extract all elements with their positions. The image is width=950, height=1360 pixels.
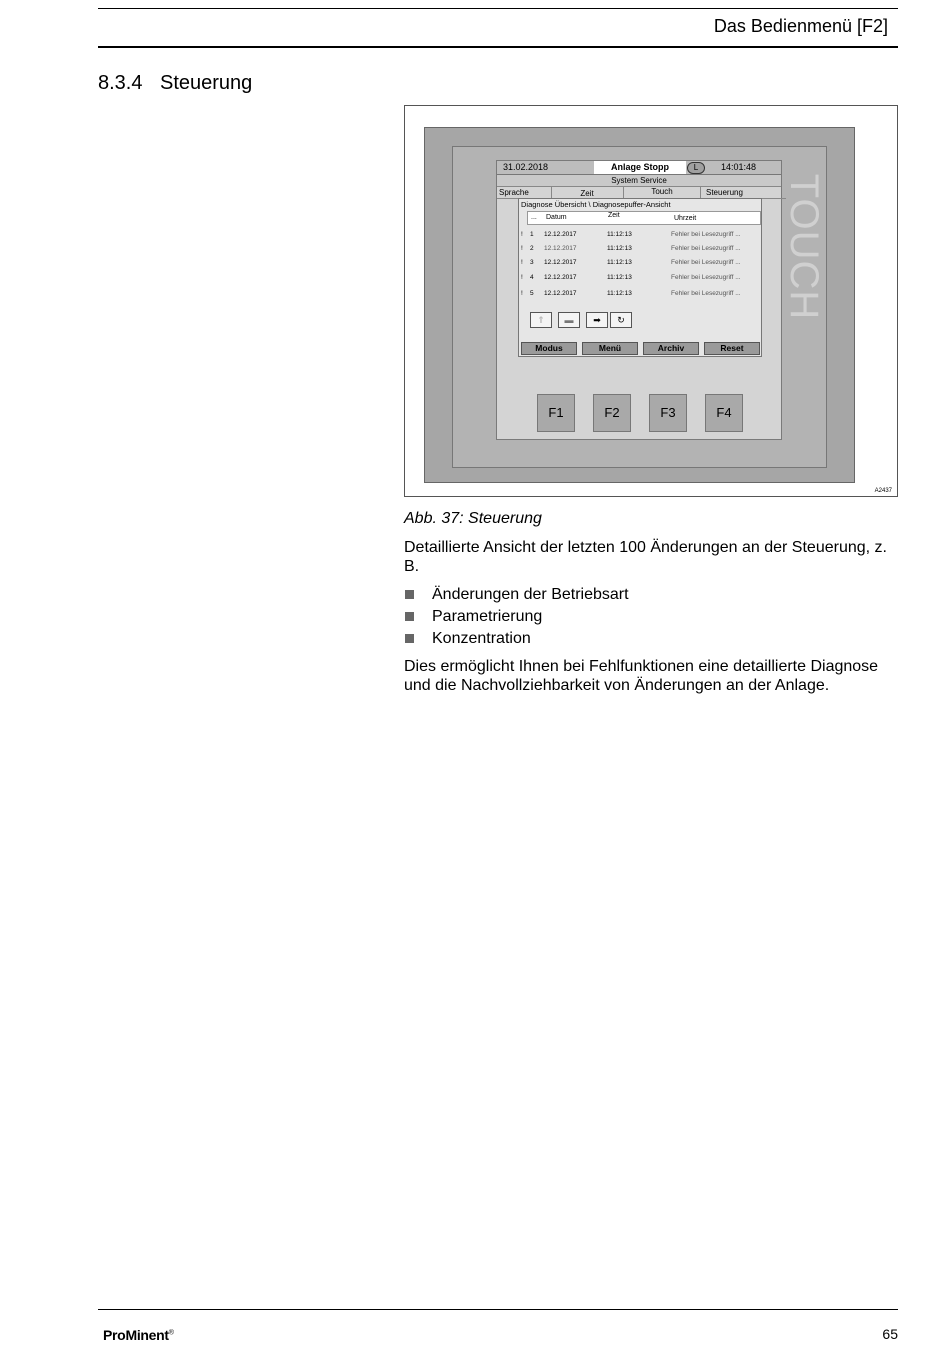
section-heading xyxy=(98,72,252,95)
status-state: Anlage Stopp xyxy=(594,161,686,174)
f1-key[interactable]: F1 xyxy=(537,394,575,432)
row-time: 11:12:13 xyxy=(607,290,632,297)
table-row[interactable] xyxy=(519,231,761,243)
table-row[interactable] xyxy=(519,245,761,257)
dialog-title: Diagnose Übersicht \ Diagnosepuffer-Ansicht xyxy=(521,200,671,209)
row-date: 12.12.2017 xyxy=(544,259,577,266)
device-housing xyxy=(424,127,855,483)
row-mark: ! xyxy=(521,290,523,297)
list-item: Änderungen der Betriebsart xyxy=(404,584,629,606)
section-title: Steuerung xyxy=(160,72,253,94)
prominent-logo: ProMinent® xyxy=(103,1327,174,1343)
col-header-zeit: Zeit xyxy=(608,212,620,219)
row-date: 12.12.2017 xyxy=(544,245,577,252)
row-number: 1 xyxy=(530,231,534,238)
status-indicator: L xyxy=(687,162,705,174)
row-number: 4 xyxy=(530,274,534,281)
row-text: Fehler bei Lesezugriff ... xyxy=(671,259,741,266)
row-number: 5 xyxy=(530,290,534,297)
bullet-square-icon xyxy=(405,612,414,621)
menu-button[interactable]: Menü xyxy=(582,342,638,355)
intro-paragraph: Detaillierte Ansicht der letzten 100 Änderungen an der Steuerung, z. B. xyxy=(404,539,887,575)
table-row[interactable] xyxy=(519,259,761,271)
figure xyxy=(404,105,898,497)
page-number: 65 xyxy=(882,1326,898,1342)
outro-paragraph: Dies ermöglicht Ihnen bei Fehlfunktionen eine detaillierte Diagnose und die Nachvollziehbarkeit von Änderungen an der Anlage. xyxy=(404,658,879,694)
status-bar xyxy=(497,161,781,175)
tab-zeit[interactable]: Zeit xyxy=(551,187,624,199)
figure-code: A2437 xyxy=(874,488,892,494)
footer-rule xyxy=(98,1309,898,1310)
row-time: 11:12:13 xyxy=(607,245,632,252)
top-rule xyxy=(98,8,898,9)
reset-button[interactable]: Reset xyxy=(704,342,760,355)
row-date: 12.12.2017 xyxy=(544,290,577,297)
row-mark: ! xyxy=(521,274,523,281)
list-item: Konzentration xyxy=(404,628,629,650)
device-panel xyxy=(452,146,827,468)
row-text: Fehler bei Lesezugriff ... xyxy=(671,274,741,281)
arrow-right-icon[interactable]: ➡ xyxy=(586,312,608,328)
touch-screen xyxy=(496,160,782,440)
row-mark: ! xyxy=(521,231,523,238)
refresh-icon[interactable]: ↻ xyxy=(610,312,632,328)
row-text: Fehler bei Lesezugriff ... xyxy=(671,290,741,297)
f2-key[interactable]: F2 xyxy=(593,394,631,432)
status-time: 14:01:48 xyxy=(721,162,757,172)
col-header-more: ... xyxy=(531,214,537,221)
table-row[interactable] xyxy=(519,290,761,302)
touch-label: TOUCH xyxy=(782,173,827,321)
col-header-datum: Datum xyxy=(546,214,567,221)
status-date: 31.02.2018 xyxy=(503,162,549,172)
bullet-square-icon xyxy=(405,590,414,599)
header-title: Das Bedienmenü [F2] xyxy=(713,16,888,36)
row-date: 12.12.2017 xyxy=(544,274,577,281)
row-date: 12.12.2017 xyxy=(544,231,577,238)
diagnose-dialog xyxy=(518,198,762,357)
menu-tabs xyxy=(497,187,781,198)
col-header-uhrzeit: Uhrzeit xyxy=(674,215,697,222)
section-number: 8.3.4 xyxy=(98,72,143,94)
tab-steuerung[interactable]: Steuerung xyxy=(701,187,786,199)
f4-key[interactable]: F4 xyxy=(705,394,743,432)
tab-sprache[interactable]: Sprache xyxy=(497,187,552,199)
f3-key[interactable]: F3 xyxy=(649,394,687,432)
row-time: 11:12:13 xyxy=(607,231,632,238)
modus-button[interactable]: Modus xyxy=(521,342,577,355)
breadcrumb: System Service xyxy=(497,175,781,187)
row-mark: ! xyxy=(521,259,523,266)
minus-icon[interactable]: ▬ xyxy=(558,312,580,328)
row-time: 11:12:13 xyxy=(607,274,632,281)
figure-caption: Abb. 37: Steuerung xyxy=(404,510,542,527)
row-time: 11:12:13 xyxy=(607,259,632,266)
list-item: Parametrierung xyxy=(404,606,629,628)
archiv-button[interactable]: Archiv xyxy=(643,342,699,355)
bullet-square-icon xyxy=(405,634,414,643)
row-mark: ! xyxy=(521,245,523,252)
tab-touch[interactable]: Touch xyxy=(624,187,701,199)
header-rule xyxy=(98,46,898,48)
row-number: 2 xyxy=(530,245,534,252)
row-text: Fehler bei Lesezugriff ... xyxy=(671,245,741,252)
row-number: 3 xyxy=(530,259,534,266)
row-text: Fehler bei Lesezugriff ... xyxy=(671,231,741,238)
arrow-up-icon[interactable]: ⇑ xyxy=(530,312,552,328)
bullet-list xyxy=(404,584,629,650)
table-row[interactable] xyxy=(519,274,761,286)
table-header xyxy=(527,211,761,225)
